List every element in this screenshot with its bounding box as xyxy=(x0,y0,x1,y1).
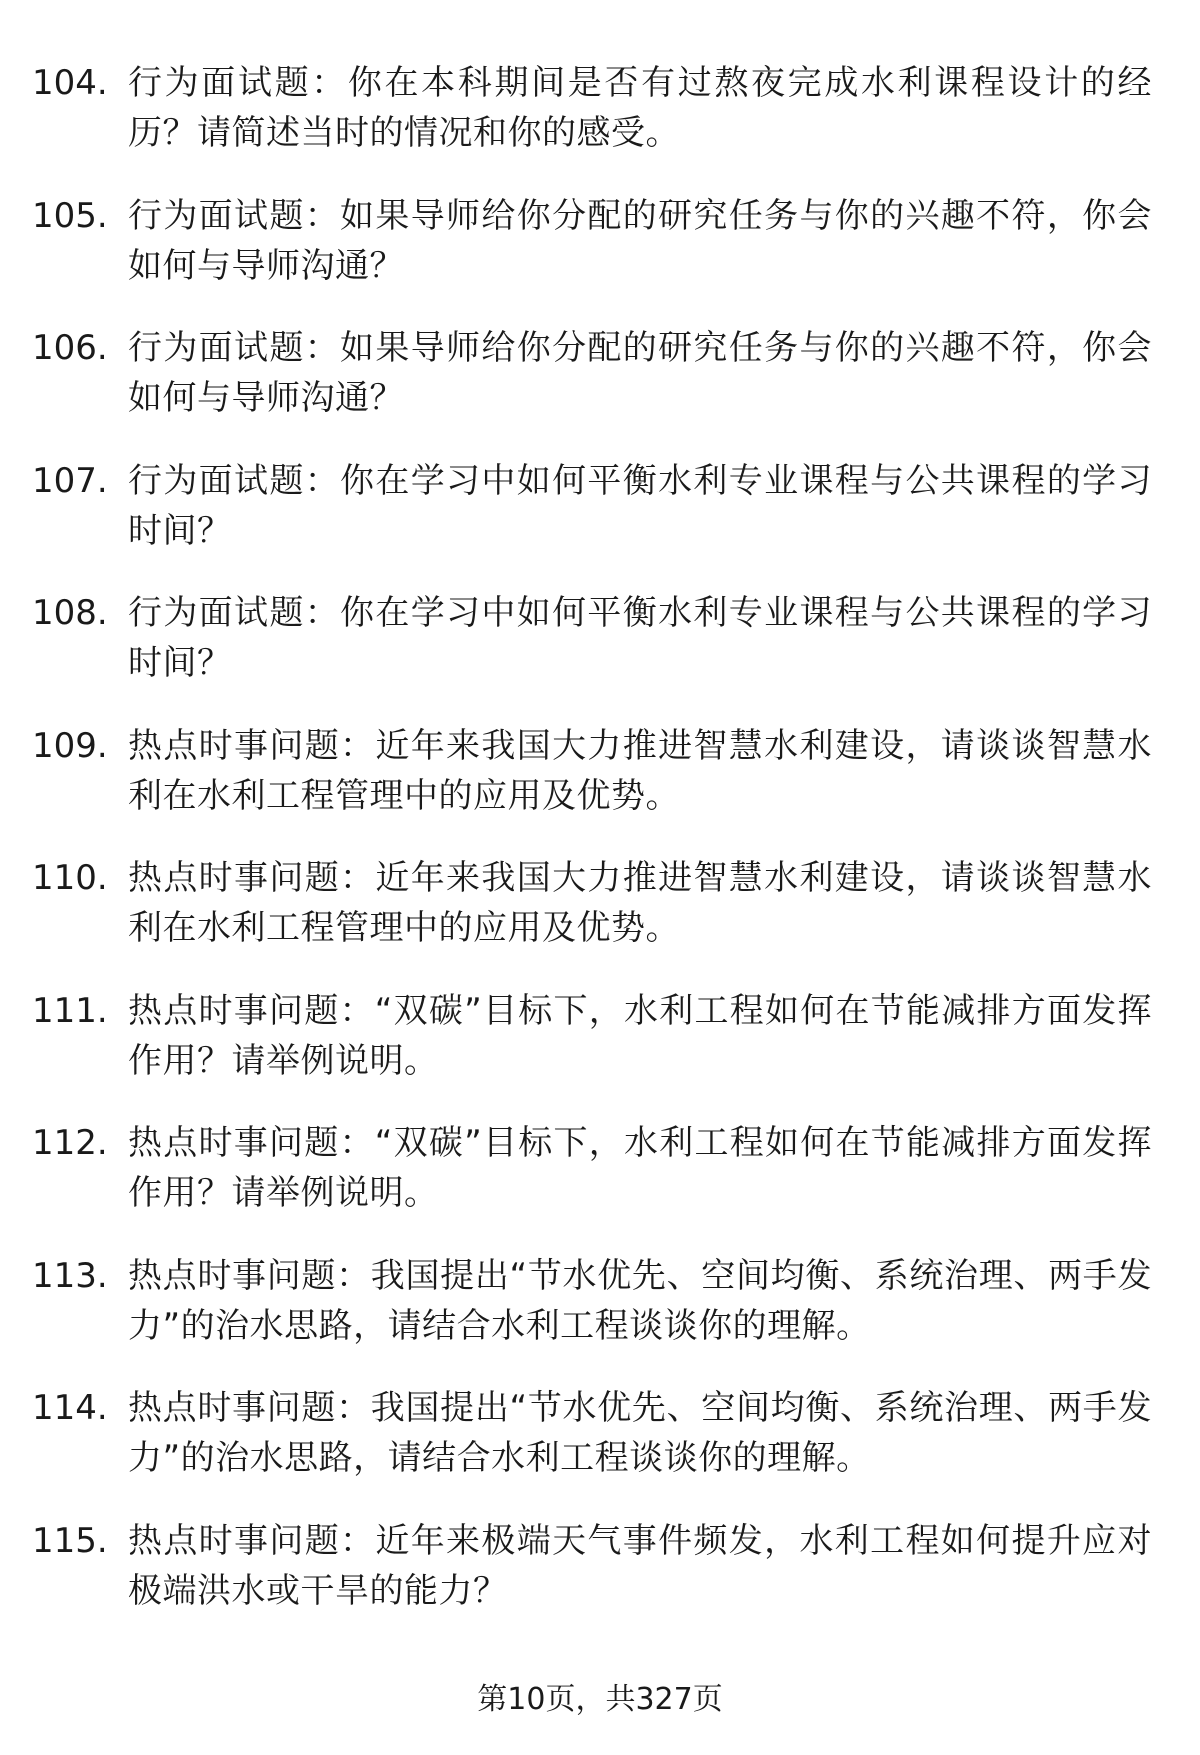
question-text: 热点时事问题：近年来我国大力推进智慧水利建设，请谈谈智慧水利在水利工程管理中的应用及优势。 xyxy=(128,725,1152,816)
question-item xyxy=(32,1118,1152,1228)
question-item xyxy=(32,853,1152,963)
question-item xyxy=(32,986,1152,1096)
question-item xyxy=(32,456,1152,566)
question-text: 热点时事问题：近年来我国大力推进智慧水利建设，请谈谈智慧水利在水利工程管理中的应用及优势。 xyxy=(128,858,1152,948)
question-text: 行为面试题：你在学习中如何平衡水利专业课程与公共课程的学习时间？ xyxy=(128,460,1152,551)
question-number: 111. xyxy=(32,990,108,1031)
question-list xyxy=(32,58,1152,1648)
question-item xyxy=(32,1251,1152,1361)
question-text: 热点时事问题：“双碳”目标下，水利工程如何在节能减排方面发挥作用？请举例说明。 xyxy=(128,1123,1152,1213)
question-item xyxy=(32,1383,1152,1493)
question-item xyxy=(32,323,1152,433)
question-number: 104. xyxy=(32,63,108,103)
question-number: 113. xyxy=(32,1255,108,1296)
question-number: 108. xyxy=(32,593,108,633)
question-number: 107. xyxy=(32,460,108,501)
question-text: 热点时事问题：“双碳”目标下，水利工程如何在节能减排方面发挥作用？请举例说明。 xyxy=(128,990,1152,1081)
question-item xyxy=(32,1516,1152,1626)
question-text: 行为面试题：如果导师给你分配的研究任务与你的兴趣不符，你会如何与导师沟通？ xyxy=(128,328,1152,418)
question-number: 109. xyxy=(32,725,108,766)
question-number: 114. xyxy=(32,1388,108,1428)
question-item xyxy=(32,58,1152,168)
question-number: 115. xyxy=(32,1520,108,1561)
question-number: 105. xyxy=(32,195,108,236)
question-text: 行为面试题：你在学习中如何平衡水利专业课程与公共课程的学习时间？ xyxy=(128,593,1152,683)
question-text: 行为面试题：你在本科期间是否有过熬夜完成水利课程设计的经历？请简述当时的情况和你的感受。 xyxy=(128,63,1152,153)
question-item xyxy=(32,588,1152,698)
question-text: 热点时事问题：近年来极端天气事件频发，水利工程如何提升应对极端洪水或干旱的能力？ xyxy=(128,1520,1152,1611)
question-number: 106. xyxy=(32,328,108,368)
question-item xyxy=(32,191,1152,301)
question-text: 热点时事问题：我国提出“节水优先、空间均衡、系统治理、两手发力”的治水思路，请结合水利工程谈谈你的理解。 xyxy=(128,1388,1152,1478)
question-item xyxy=(32,721,1152,831)
question-text: 行为面试题：如果导师给你分配的研究任务与你的兴趣不符，你会如何与导师沟通？ xyxy=(128,195,1152,286)
question-number: 110. xyxy=(32,858,108,898)
question-text: 热点时事问题：我国提出“节水优先、空间均衡、系统治理、两手发力”的治水思路，请结合水利工程谈谈你的理解。 xyxy=(128,1255,1152,1346)
question-number: 112. xyxy=(32,1123,108,1163)
page-footer: 第10页，共327页 xyxy=(477,1682,723,1717)
